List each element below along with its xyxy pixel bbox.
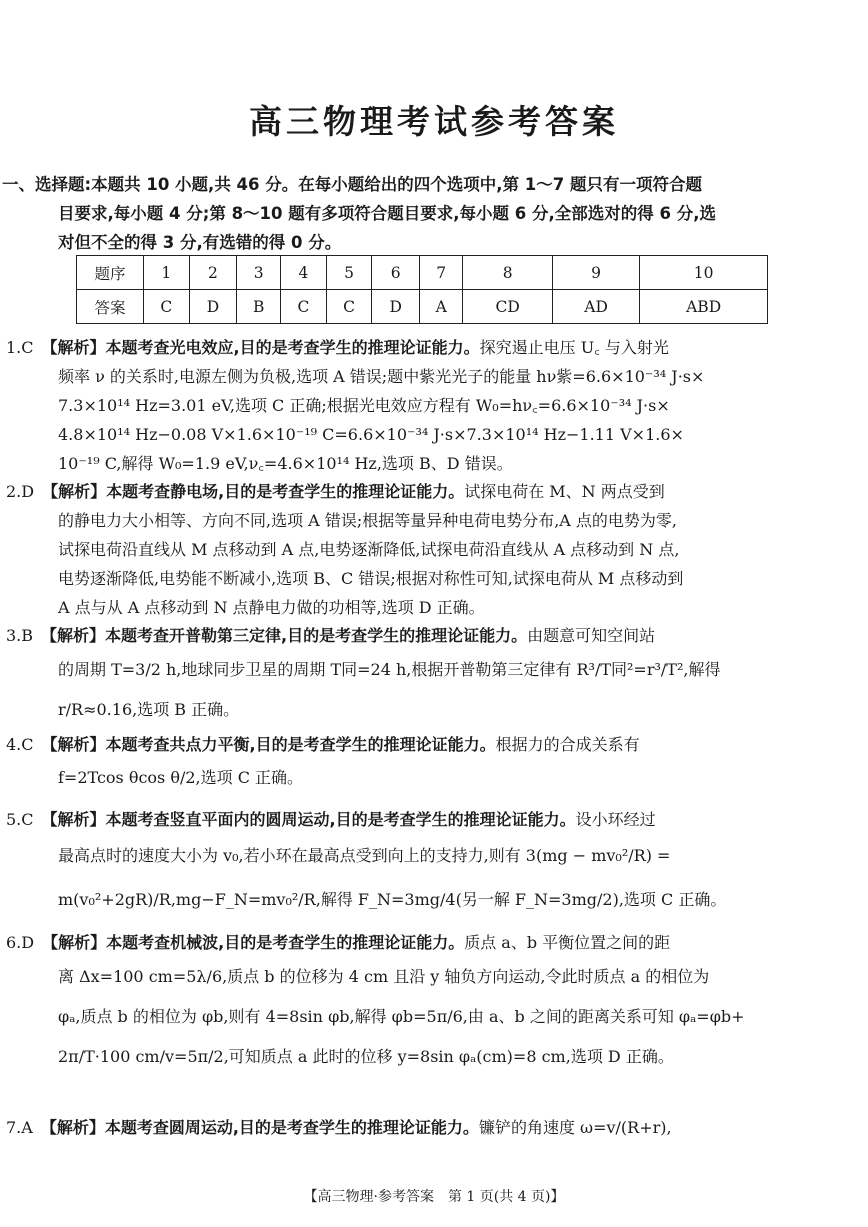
section-line: 目要求,每小题 4 分;第 8～10 题有多项符合题目要求,每小题 6 分,全部选对的得 6 分,选 — [58, 204, 717, 223]
item-line: 试探电荷沿直线从 M 点移动到 A 点,电势逐渐降低,试探电荷沿直线从 A 点移动到 N 点, — [58, 540, 680, 559]
table-row-numbers — [77, 256, 768, 290]
table-cell: 10 — [640, 256, 768, 290]
item-line: 离 Δx=100 cm=5λ/6,质点 b 的位移为 4 cm 且沿 y 轴负方向运动,令此时质点 a 的相位为 — [58, 967, 710, 986]
row-label: 题序 — [77, 256, 144, 290]
item-line: 试探电荷在 M、N 两点受到 — [464, 482, 665, 501]
item-line: A 点与从 A 点移动到 N 点静电力做的功相等,选项 D 正确。 — [58, 598, 485, 617]
table-cell: 1 — [144, 256, 190, 290]
item-line: m(v₀²+2gR)/R,mg−F_N=mv₀²/R,解得 F_N=3mg/4(另一解 F_N=3mg/2),选项 C 正确。 — [58, 890, 727, 909]
item-tag: 【解析】本题考查机械波,目的是考查学生的推理论证能力。 — [50, 933, 465, 952]
table-cell: CD — [463, 290, 553, 324]
table-cell: C — [326, 290, 372, 324]
page-footer: 【高三物理·参考答案 第 1 页(共 4 页)】 — [303, 1189, 565, 1205]
table-cell: D — [189, 290, 237, 324]
solution-item-4 — [6, 730, 785, 797]
table-cell: 8 — [463, 256, 553, 290]
item-number: 7.A — [6, 1118, 33, 1137]
item-number: 4.C — [6, 735, 34, 754]
item-tag: 【解析】本题考查开普勒第三定律,目的是考查学生的推理论证能力。 — [49, 626, 528, 645]
item-line: 的静电力大小相等、方向不同,选项 A 错误;根据等量异种电荷电势分布,A 点的电势为零, — [58, 511, 678, 530]
page-title: 高三物理考试参考答案 — [249, 102, 619, 141]
item-line: 的周期 T=3/2 h,地球同步卫星的周期 T同=24 h,根据开普勒第三定律有 R³/T同²=r³/T²,解得 — [58, 660, 721, 679]
table-cell: C — [281, 290, 327, 324]
item-line: 根据力的合成关系有 — [495, 735, 640, 754]
solution-item-6 — [6, 928, 785, 1077]
solution-item-3 — [6, 621, 785, 730]
item-line: 质点 a、b 平衡位置之间的距 — [464, 933, 671, 952]
table-cell: C — [144, 290, 190, 324]
item-line: 探究遏止电压 U꜀ 与入射光 — [479, 338, 669, 357]
item-number: 6.D — [6, 933, 35, 952]
item-line: 设小环经过 — [575, 810, 656, 829]
table-cell: A — [420, 290, 463, 324]
item-number: 2.D — [6, 482, 35, 501]
table-row-answers — [77, 290, 768, 324]
item-tag: 【解析】本题考查竖直平面内的圆周运动,目的是考查学生的推理论证能力。 — [49, 810, 576, 829]
table-cell: 7 — [420, 256, 463, 290]
item-line: 镰铲的角速度 ω=v/(R+r), — [478, 1118, 672, 1137]
item-number: 1.C — [6, 338, 34, 357]
table-cell: 5 — [326, 256, 372, 290]
section-line: 一、选择题:本题共 10 小题,共 46 分。在每小题给出的四个选项中,第 1～7 题只有一项符合题 — [2, 175, 702, 194]
table-cell: AD — [552, 290, 639, 324]
table-cell: 6 — [372, 256, 420, 290]
table-cell: 9 — [552, 256, 639, 290]
solution-item-7 — [6, 1113, 785, 1142]
table-cell: 4 — [281, 256, 327, 290]
row-label: 答案 — [77, 290, 144, 324]
section-line: 对但不全的得 3 分,有选错的得 0 分。 — [58, 233, 342, 252]
item-number: 3.B — [6, 626, 34, 645]
solution-item-2 — [6, 477, 785, 622]
item-line: 由题意可知空间站 — [527, 626, 656, 645]
item-line: r/R≈0.16,选项 B 正确。 — [58, 700, 240, 719]
table-cell: ABD — [640, 290, 768, 324]
table-cell: D — [372, 290, 420, 324]
section-1-instructions — [2, 170, 783, 257]
solution-item-5 — [6, 805, 785, 922]
item-tag: 【解析】本题考查圆周运动,目的是考查学生的推理论证能力。 — [48, 1118, 479, 1137]
table-cell: 3 — [237, 256, 281, 290]
item-line: 频率 ν 的关系时,电源左侧为负极,选项 A 错误;题中紫光光子的能量 hν紫=6.6×10⁻³⁴ J·s× — [58, 367, 705, 386]
table-cell: B — [237, 290, 281, 324]
item-tag: 【解析】本题考查共点力平衡,目的是考查学生的推理论证能力。 — [49, 735, 496, 754]
table-cell: 2 — [189, 256, 237, 290]
item-tag: 【解析】本题考查静电场,目的是考查学生的推理论证能力。 — [50, 482, 465, 501]
answer-table — [76, 255, 768, 324]
item-line: 最高点时的速度大小为 v₀,若小环在最高点受到向上的支持力,则有 3(mg − mv₀²/R) = — [58, 846, 671, 865]
item-line: 4.8×10¹⁴ Hz−0.08 V×1.6×10⁻¹⁹ C=6.6×10⁻³⁴ J·s×7.3×10¹⁴ Hz−1.11 V×1.6× — [58, 425, 684, 444]
item-line: 2π/T·100 cm/v=5π/2,可知质点 a 此时的位移 y=8sin φₐ(cm)=8 cm,选项 D 正确。 — [58, 1047, 674, 1066]
item-line: 7.3×10¹⁴ Hz=3.01 eV,选项 C 正确;根据光电效应方程有 W₀=hν꜀=6.6×10⁻³⁴ J·s× — [58, 396, 670, 415]
item-line: f=2Tcos θcos θ/2,选项 C 正确。 — [58, 768, 304, 787]
item-number: 5.C — [6, 810, 34, 829]
item-line: φₐ,质点 b 的相位为 φb,则有 4=8sin φb,解得 φb=5π/6,由 a、b 之间的距离关系可知 φₐ=φb+ — [58, 1007, 745, 1026]
item-line: 10⁻¹⁹ C,解得 W₀=1.9 eV,ν꜀=4.6×10¹⁴ Hz,选项 B、D 错误。 — [58, 454, 513, 473]
item-tag: 【解析】本题考查光电效应,目的是考查学生的推理论证能力。 — [49, 338, 480, 357]
solution-item-1 — [6, 333, 785, 478]
item-line: 电势逐渐降低,电势能不断减小,选项 B、C 错误;根据对称性可知,试探电荷从 M 点移动到 — [58, 569, 684, 588]
